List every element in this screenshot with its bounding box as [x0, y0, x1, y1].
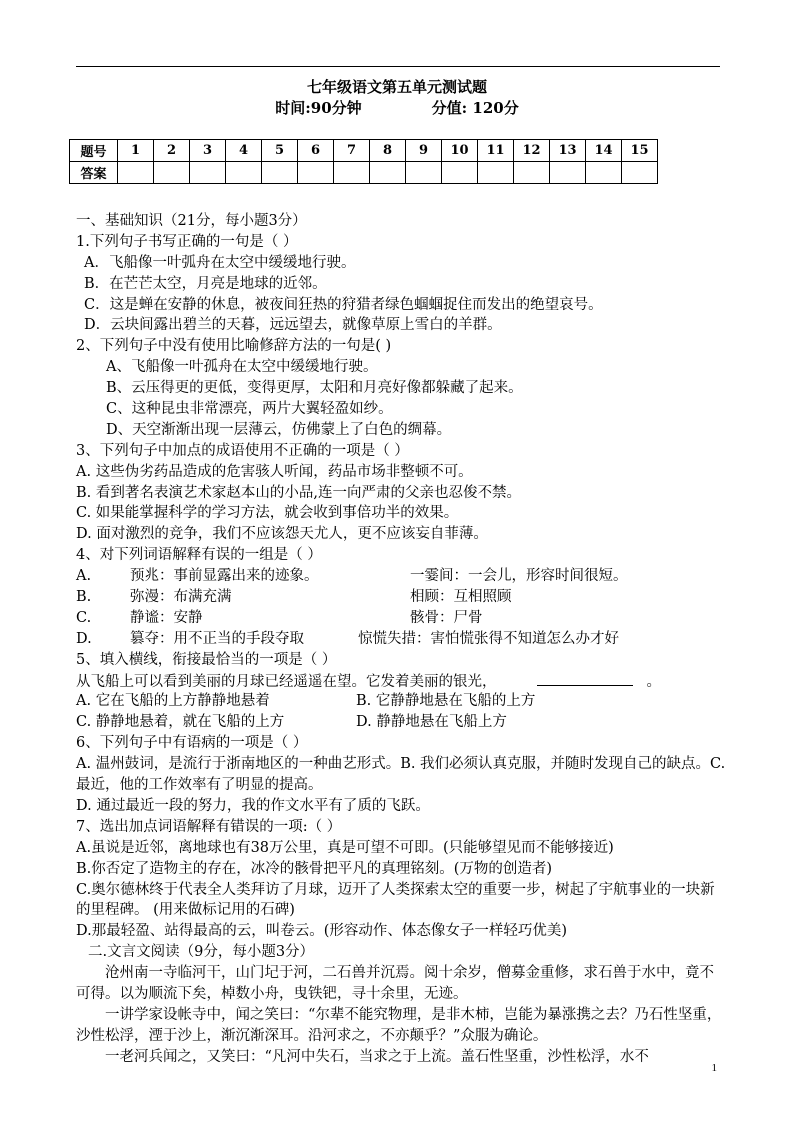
answer-cell[interactable]: [622, 162, 658, 184]
option-line: A．飞船像一叶弧舟在太空中缓缓地行驶。: [84, 254, 356, 271]
sentence-end: 。: [646, 673, 661, 690]
sentence-text: 从飞船上可以看到美丽的月球已经遥遥在望。它发着美丽的银光，: [76, 673, 497, 690]
option-term: 骸骨：尸骨: [410, 609, 483, 626]
answer-cell[interactable]: [154, 162, 190, 184]
option-term: 弥漫：布满充满: [130, 589, 232, 606]
option-letter: A.: [76, 568, 92, 585]
question-stem: 2、下列句子中没有使用比喻修辞方法的一句是( ): [76, 338, 392, 355]
question-number: 12: [514, 140, 550, 162]
question-stem: 6、下列句子中有语病的一项是（ ）: [76, 735, 308, 752]
option-letter: B.: [76, 589, 92, 606]
option-line: B．在芒芒太空，月亮是地球的近邻。: [84, 275, 327, 292]
option-d: D. 静静地悬在飞船上方: [356, 714, 507, 731]
row-label: 答案: [70, 162, 118, 184]
answer-cell[interactable]: [190, 162, 226, 184]
option-term: 惊慌失措：害怕慌张得不知道怎么办才好: [358, 630, 619, 647]
option-line: C、这种昆虫非常漂亮，两片大翼轻盈如纱。: [106, 401, 393, 418]
answer-cell[interactable]: [226, 162, 262, 184]
exam-body: [76, 211, 726, 1068]
option-term: 相顾：互相照顾: [410, 589, 512, 606]
answer-cell[interactable]: [478, 162, 514, 184]
section-heading: 一、基础知识（21分，每小题3分）: [76, 213, 307, 229]
question-number: 13: [550, 140, 586, 162]
question-number: 11: [478, 140, 514, 162]
answer-cell[interactable]: [370, 162, 406, 184]
answer-cell[interactable]: [118, 162, 154, 184]
question-stem: 5、填入横线，衔接最恰当的一项是（ ）: [76, 651, 337, 668]
option-term: 静谧：安静: [130, 609, 203, 626]
question-number: 3: [190, 140, 226, 162]
option-line: [76, 566, 726, 587]
option-line: [76, 712, 726, 733]
option-line: D. 面对激烈的竞争，我们不应该怨天尤人，更不应该妄自菲薄。: [76, 526, 488, 543]
question-stem: 1.下列句子书写正确的一句是（ ）: [76, 233, 298, 250]
row-label: 题号: [70, 140, 118, 162]
question-number: 4: [226, 140, 262, 162]
exam-score: 分值: 120分: [431, 99, 519, 117]
exam-time: 时间:90分钟: [275, 99, 362, 117]
answer-cell[interactable]: [550, 162, 586, 184]
question-number: 10: [442, 140, 478, 162]
option-term: 预兆：事前显露出来的迹象。: [130, 568, 319, 585]
question-number: 1: [118, 140, 154, 162]
option-line: D.那最轻盈、站得最高的云，叫卷云。(形容动作、体态像女子一样轻巧优美): [76, 923, 568, 940]
question-number-row: [70, 140, 658, 162]
option-term: 篡夺：用不正当的手段夺取: [130, 630, 304, 647]
option-line: [76, 691, 726, 712]
option-line: B.你否定了造物主的存在，冰冷的骸骨把平凡的真理铭刻。(万物的创造者): [76, 860, 553, 877]
option-line: A. 这些伪劣药品造成的危害骇人听闻，药品市场非整顿不可。: [76, 463, 473, 480]
question-number: 9: [406, 140, 442, 162]
option-line: B. 看到著名表演艺术家赵本山的小品,连一向严肃的父亲也忍俊不禁。: [76, 484, 521, 501]
question-number: 8: [370, 140, 406, 162]
option-line: [76, 587, 726, 608]
answer-cell[interactable]: [514, 162, 550, 184]
question-stem: 3、下列句子中加点的成语使用不正确的一项是（ ）: [76, 442, 409, 459]
question-stem: 4、对下列词语解释有误的一组是（ ）: [76, 547, 322, 564]
header-rule: [76, 66, 720, 67]
question-number: 14: [586, 140, 622, 162]
passage-paragraph: 一讲学家设帐寺中，闻之笑曰：“尔辈不能究物理，是非木柿，岂能为暴涨携之去？乃石性坚重，沙性松浮，湮于沙上，渐沉渐深耳。沿河求之，不亦颠乎？”众服为确论。: [76, 1006, 722, 1044]
answer-cell[interactable]: [406, 162, 442, 184]
question-number: 2: [154, 140, 190, 162]
option-paragraph: A. 温州鼓词，是流行于浙南地区的一种曲艺形式。B. 我们必须认真克服，并随时发现自己的缺点。C. 最近，他的工作效率有了明显的提高。: [76, 756, 726, 794]
question-number: 6: [298, 140, 334, 162]
option-line: D．云块间露出碧兰的天暮，远远望去，就像草原上雪白的羊群。: [84, 317, 502, 334]
passage-paragraph: 沧州南一寺临河干，山门圮于河，二石兽并沉焉。阅十余岁，僧募金重修，求石兽于水中，竟不可得。以为顺流下矣，棹数小舟，曳铁钯，寻十余里，无迹。: [76, 965, 714, 1003]
answer-cell[interactable]: [298, 162, 334, 184]
section-heading: 二.文言文阅读（9分，每小题3分）: [88, 944, 315, 961]
question-stem: 7、选出加点词语解释有错误的一项:（ ）: [76, 818, 342, 835]
option-line: B、云压得更的更低，变得更厚，太阳和月亮好像都躲藏了起来。: [106, 380, 523, 397]
answer-cell[interactable]: [442, 162, 478, 184]
answer-cell[interactable]: [334, 162, 370, 184]
option-line: D、天空渐渐出现一层薄云，仿佛蒙上了白色的绸幕。: [106, 421, 452, 438]
option-paragraph: C.奥尔德林终于代表全人类拜访了月球，迈开了人类探索太空的重要一步，树起了宇航事业的一块新的里程碑。 (用来做标记用的石碑): [76, 881, 715, 919]
option-letter: C.: [76, 609, 92, 626]
exam-meta: [0, 97, 794, 118]
answer-cell[interactable]: [262, 162, 298, 184]
option-a: A. 它在飞船的上方静静地悬着: [76, 693, 270, 710]
option-line: [76, 629, 726, 650]
answer-table: [69, 139, 658, 184]
exam-title: 七年级语文第五单元测试题: [306, 78, 487, 96]
passage-paragraph: 一老河兵闻之，又笑曰：“凡河中失石，当求之于上流。盖石性坚重，沙性松浮，水不: [105, 1048, 649, 1065]
question-number: 15: [622, 140, 658, 162]
option-b: B. 它静静地悬在飞船的上方: [356, 693, 536, 710]
option-line: C. 如果能掌握科学的学习方法，就会收到事倍功半的效果。: [76, 505, 459, 522]
option-c: C. 静静地悬着，就在飞船的上方: [76, 714, 285, 731]
answer-row: [70, 162, 658, 184]
fill-in-sentence: [76, 671, 726, 692]
option-line: A.虽说是近邻，离地球也有38万公里，真是可望不可即。(只能够望见而不能够接近): [76, 839, 614, 856]
question-number: 7: [334, 140, 370, 162]
option-line: A、飞船像一叶孤舟在太空中缓缓地行驶。: [106, 359, 378, 376]
question-number: 5: [262, 140, 298, 162]
option-line: D. 通过最近一段的努力，我的作文水平有了质的飞跃。: [76, 797, 430, 814]
option-term: 一霎间：一会儿，形容时间很短。: [410, 568, 628, 585]
option-line: [76, 608, 726, 629]
option-line: C．这是蝉在安静的休息，被夜间狂热的狩猎者绿色蝈蝈捉住而发出的绝望哀号。: [84, 296, 603, 313]
option-letter: D.: [76, 630, 92, 647]
answer-cell[interactable]: [586, 162, 622, 184]
page-number: 1: [711, 1062, 717, 1074]
fill-blank[interactable]: [537, 671, 633, 686]
